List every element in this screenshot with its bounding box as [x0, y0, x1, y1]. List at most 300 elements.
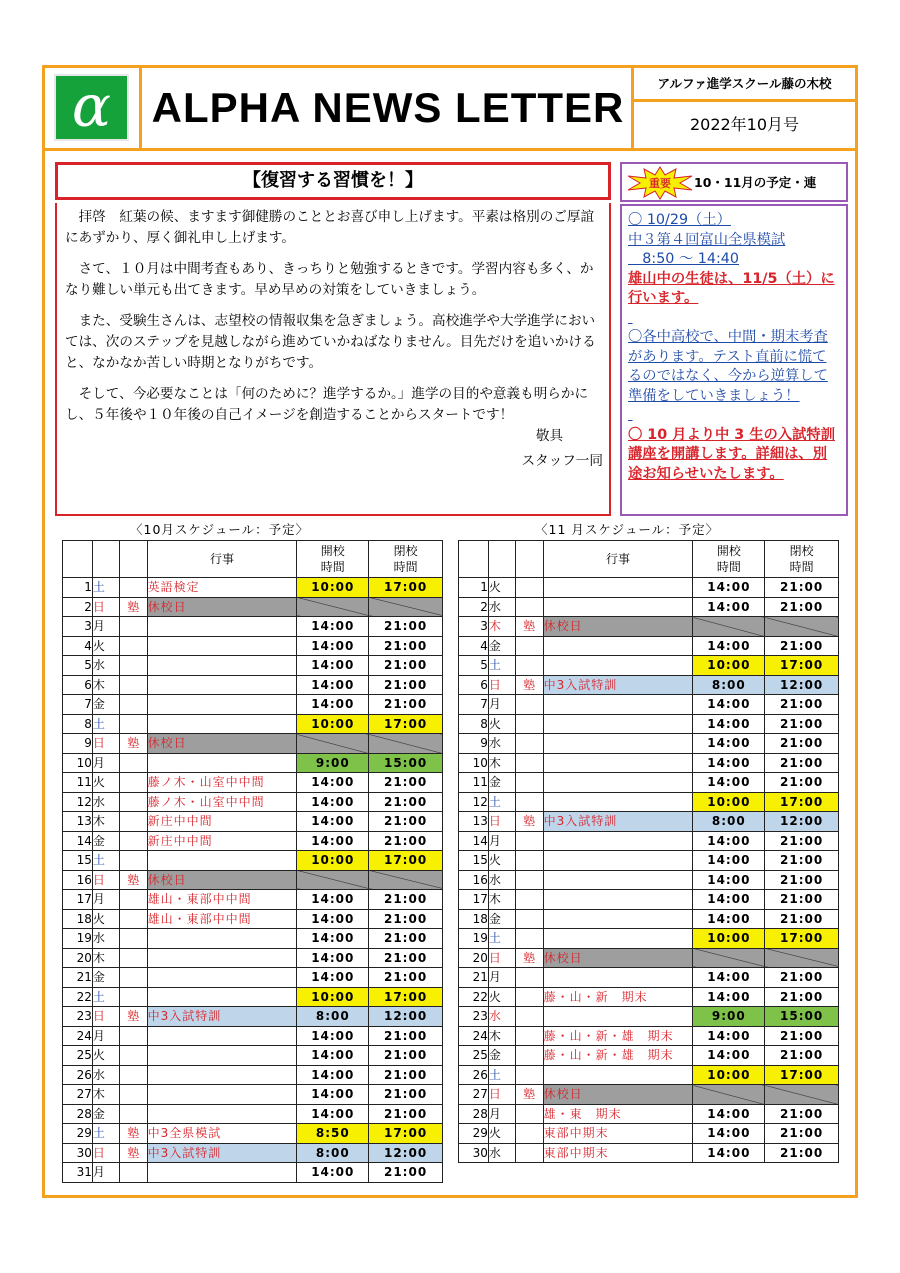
close-time-cell: 21:00	[369, 636, 443, 656]
school-mark-cell	[515, 1124, 543, 1144]
close-time-cell: 21:00	[369, 617, 443, 637]
table-row	[459, 656, 839, 676]
table-row	[459, 714, 839, 734]
open-time-cell: 10:00	[297, 714, 369, 734]
close-time-cell	[369, 734, 443, 754]
table-row	[63, 870, 443, 890]
school-mark-cell: 塾	[119, 1143, 147, 1163]
day-cell: 14	[459, 831, 489, 851]
column-header	[459, 541, 489, 578]
event-cell: 藤・山・新 期末	[543, 987, 693, 1007]
event-cell	[147, 617, 297, 637]
weekday-cell: 日	[92, 734, 119, 754]
close-time-cell: 17:00	[765, 656, 839, 676]
close-time-cell: 21:00	[369, 890, 443, 910]
table-row	[63, 812, 443, 832]
day-cell: 7	[63, 695, 93, 715]
day-cell: 13	[459, 812, 489, 832]
school-mark-cell	[119, 1046, 147, 1066]
weekday-cell: 日	[488, 948, 515, 968]
close-time-cell: 21:00	[765, 714, 839, 734]
close-time-cell	[765, 1085, 839, 1105]
table-row	[459, 1104, 839, 1124]
open-time-cell: 8:00	[693, 675, 765, 695]
table-row	[63, 929, 443, 949]
event-cell: 藤ノ木・山室中中間	[147, 792, 297, 812]
open-time-cell: 14:00	[693, 734, 765, 754]
open-time-cell: 14:00	[693, 753, 765, 773]
close-time-cell: 21:00	[765, 987, 839, 1007]
notice-line: 8:50 ～ 14:40	[628, 251, 739, 267]
close-time-cell: 21:00	[369, 1065, 443, 1085]
close-time-cell: 21:00	[369, 1163, 443, 1183]
day-cell: 9	[459, 734, 489, 754]
column-header	[63, 541, 93, 578]
event-cell	[543, 597, 693, 617]
event-cell	[147, 675, 297, 695]
school-mark-cell	[515, 909, 543, 929]
open-time-cell: 10:00	[297, 578, 369, 598]
open-time-cell: 14:00	[297, 890, 369, 910]
weekday-cell: 水	[92, 792, 119, 812]
day-cell: 21	[459, 968, 489, 988]
close-time-cell: 21:00	[765, 909, 839, 929]
close-time-cell: 21:00	[765, 636, 839, 656]
weekday-cell: 土	[92, 851, 119, 871]
weekday-cell: 火	[92, 909, 119, 929]
day-cell: 17	[63, 890, 93, 910]
day-cell: 21	[63, 968, 93, 988]
open-time-cell: 14:00	[297, 773, 369, 793]
event-cell	[543, 851, 693, 871]
school-mark-cell	[515, 1065, 543, 1085]
day-cell: 24	[459, 1026, 489, 1046]
table-row	[63, 1046, 443, 1066]
open-time-cell: 14:00	[297, 656, 369, 676]
open-time-cell: 8:00	[297, 1007, 369, 1027]
event-cell: 英語検定	[147, 578, 297, 598]
table-row	[459, 948, 839, 968]
event-cell	[543, 792, 693, 812]
table-row	[459, 734, 839, 754]
school-mark-cell	[119, 753, 147, 773]
weekday-cell: 月	[488, 695, 515, 715]
school-mark-cell	[515, 753, 543, 773]
weekday-cell: 金	[488, 636, 515, 656]
open-time-cell	[297, 870, 369, 890]
day-cell: 27	[63, 1085, 93, 1105]
event-cell	[147, 656, 297, 676]
weekday-cell: 日	[92, 1007, 119, 1027]
open-time-cell: 10:00	[693, 656, 765, 676]
event-cell: 休校日	[543, 1085, 693, 1105]
event-cell	[543, 714, 693, 734]
column-header: 閉校 時間	[765, 541, 839, 578]
event-cell: 藤・山・新・雄 期末	[543, 1026, 693, 1046]
day-cell: 22	[459, 987, 489, 1007]
day-cell: 19	[459, 929, 489, 949]
table-row	[63, 1163, 443, 1183]
weekday-cell: 日	[488, 675, 515, 695]
table-row	[459, 890, 839, 910]
open-time-cell	[297, 734, 369, 754]
school-mark-cell: 塾	[515, 948, 543, 968]
table-row	[63, 1143, 443, 1163]
day-cell: 11	[63, 773, 93, 793]
weekday-cell: 火	[92, 773, 119, 793]
alpha-logo: α	[54, 74, 129, 141]
table-row	[63, 636, 443, 656]
day-cell: 5	[63, 656, 93, 676]
table-row	[63, 792, 443, 812]
letter-closing: 敬具	[535, 428, 563, 444]
table-row	[63, 987, 443, 1007]
notice-line: 中３第４回富山全県模試	[628, 231, 786, 248]
table-row	[63, 695, 443, 715]
event-cell	[147, 1065, 297, 1085]
close-time-cell: 21:00	[369, 948, 443, 968]
event-cell	[147, 695, 297, 715]
day-cell: 2	[459, 597, 489, 617]
table-row	[459, 636, 839, 656]
event-cell	[543, 831, 693, 851]
event-cell: 休校日	[147, 734, 297, 754]
school-mark-cell	[119, 890, 147, 910]
weekday-cell: 月	[488, 1104, 515, 1124]
table-row	[459, 812, 839, 832]
school-mark-cell	[119, 636, 147, 656]
day-cell: 4	[63, 636, 93, 656]
event-cell	[147, 987, 297, 1007]
weekday-cell: 水	[92, 1065, 119, 1085]
open-time-cell: 14:00	[297, 675, 369, 695]
day-cell: 14	[63, 831, 93, 851]
close-time-cell: 21:00	[369, 929, 443, 949]
school-mark-cell	[515, 656, 543, 676]
open-time-cell: 14:00	[693, 831, 765, 851]
event-cell: 休校日	[543, 617, 693, 637]
open-time-cell: 14:00	[693, 890, 765, 910]
close-time-cell: 21:00	[765, 1026, 839, 1046]
table-row	[63, 968, 443, 988]
close-time-cell: 21:00	[369, 1104, 443, 1124]
school-mark-cell	[119, 695, 147, 715]
open-time-cell: 14:00	[297, 831, 369, 851]
day-cell: 28	[63, 1104, 93, 1124]
school-mark-cell	[515, 929, 543, 949]
event-cell: 雄山・東部中中間	[147, 890, 297, 910]
close-time-cell: 21:00	[369, 812, 443, 832]
event-cell	[147, 968, 297, 988]
event-cell: 東部中期末	[543, 1124, 693, 1144]
table-row	[63, 1104, 443, 1124]
table-row	[63, 714, 443, 734]
day-cell: 12	[459, 792, 489, 812]
table-row	[63, 675, 443, 695]
table-row	[459, 909, 839, 929]
weekday-cell: 月	[488, 831, 515, 851]
weekday-cell: 日	[92, 870, 119, 890]
weekday-cell: 火	[488, 1124, 515, 1144]
day-cell: 28	[459, 1104, 489, 1124]
open-time-cell: 14:00	[693, 773, 765, 793]
open-time-cell: 14:00	[693, 1046, 765, 1066]
open-time-cell: 14:00	[297, 695, 369, 715]
weekday-cell: 木	[488, 890, 515, 910]
day-cell: 20	[459, 948, 489, 968]
close-time-cell: 17:00	[369, 714, 443, 734]
open-time-cell: 8:50	[297, 1124, 369, 1144]
close-time-cell: 21:00	[369, 656, 443, 676]
day-cell: 8	[63, 714, 93, 734]
letter-title: 【復習する習慣を！】	[55, 162, 611, 200]
school-mark-cell	[119, 1085, 147, 1105]
weekday-cell: 月	[92, 1026, 119, 1046]
close-time-cell: 21:00	[369, 968, 443, 988]
important-star-icon	[626, 166, 694, 200]
open-time-cell: 14:00	[693, 597, 765, 617]
column-header	[119, 541, 147, 578]
event-cell	[147, 1085, 297, 1105]
school-mark-cell: 塾	[515, 617, 543, 637]
open-time-cell: 10:00	[297, 987, 369, 1007]
table-row	[63, 1026, 443, 1046]
school-mark-cell	[515, 1143, 543, 1163]
school-mark-cell	[119, 773, 147, 793]
close-time-cell: 17:00	[765, 792, 839, 812]
notice-line: 〇 10 月より中 3 生の入試特訓講座を開講します。詳細は、別途お知らせいたします。	[628, 426, 836, 482]
table-row	[63, 851, 443, 871]
close-time-cell: 21:00	[765, 578, 839, 598]
table-row	[459, 987, 839, 1007]
close-time-cell: 21:00	[765, 1124, 839, 1144]
weekday-cell: 月	[92, 1163, 119, 1183]
table-row	[63, 1124, 443, 1144]
table-row	[459, 870, 839, 890]
weekday-cell: 水	[488, 870, 515, 890]
event-cell	[543, 578, 693, 598]
open-time-cell: 14:00	[693, 636, 765, 656]
weekday-cell: 水	[488, 734, 515, 754]
table-row	[459, 695, 839, 715]
weekday-cell: 水	[92, 929, 119, 949]
open-time-cell	[693, 1085, 765, 1105]
day-cell: 15	[63, 851, 93, 871]
open-time-cell: 10:00	[693, 792, 765, 812]
letter-paragraph: 拝啓 紅葉の候、ますます御健勝のこととお喜び申し上げます。平素は格別のご厚誼にあずかり、厚く御礼申し上げます。	[65, 209, 595, 246]
day-cell: 3	[63, 617, 93, 637]
day-cell: 23	[459, 1007, 489, 1027]
close-time-cell: 21:00	[765, 968, 839, 988]
day-cell: 10	[63, 753, 93, 773]
open-time-cell: 14:00	[693, 695, 765, 715]
day-cell: 2	[63, 597, 93, 617]
event-cell: 新庄中中間	[147, 831, 297, 851]
day-cell: 18	[459, 909, 489, 929]
open-time-cell: 14:00	[297, 636, 369, 656]
school-mark-cell	[515, 890, 543, 910]
day-cell: 19	[63, 929, 93, 949]
close-time-cell: 12:00	[369, 1143, 443, 1163]
open-time-cell: 14:00	[297, 1046, 369, 1066]
table-row	[63, 753, 443, 773]
column-header	[488, 541, 515, 578]
school-mark-cell	[119, 968, 147, 988]
open-time-cell: 14:00	[297, 617, 369, 637]
weekday-cell: 日	[488, 1085, 515, 1105]
open-time-cell: 14:00	[693, 714, 765, 734]
event-cell	[147, 753, 297, 773]
weekday-cell: 水	[488, 597, 515, 617]
weekday-cell: 土	[92, 714, 119, 734]
open-time-cell	[297, 597, 369, 617]
school-mark-cell	[515, 792, 543, 812]
table-row	[63, 617, 443, 637]
open-time-cell: 9:00	[297, 753, 369, 773]
weekday-cell: 木	[92, 1085, 119, 1105]
weekday-cell: 木	[488, 753, 515, 773]
november-schedule-table	[458, 540, 839, 1163]
weekday-cell: 月	[488, 968, 515, 988]
open-time-cell: 10:00	[297, 851, 369, 871]
weekday-cell: 月	[92, 890, 119, 910]
event-cell: 藤ノ木・山室中中間	[147, 773, 297, 793]
letter-paragraph: そして、今必要なことは「何のために？進学するか。」進学の目的や意義も明らかにし、５年後や１０年後の自己イメージを創造することからスタートです！	[65, 386, 589, 423]
day-cell: 11	[459, 773, 489, 793]
open-time-cell: 14:00	[297, 929, 369, 949]
october-caption: 〈10月スケジュール：予定〉	[130, 522, 310, 537]
table-row	[459, 929, 839, 949]
close-time-cell: 21:00	[369, 792, 443, 812]
close-time-cell: 21:00	[765, 773, 839, 793]
close-time-cell: 17:00	[369, 851, 443, 871]
close-time-cell: 21:00	[369, 831, 443, 851]
event-cell	[543, 1007, 693, 1027]
open-time-cell: 14:00	[693, 578, 765, 598]
day-cell: 1	[63, 578, 93, 598]
school-mark-cell	[119, 1065, 147, 1085]
column-header: 行事	[147, 541, 297, 578]
letter-paragraph: また、受験生さんは、志望校の情報収集を急ぎましょう。高校進学や大学進学においては、次のステップを見越しながら進めていかねばなりません。目先だけを追いかけると、なかなか苦しい時期となりがちです。	[65, 313, 596, 371]
day-cell: 17	[459, 890, 489, 910]
close-time-cell: 17:00	[369, 1124, 443, 1144]
event-cell	[147, 1026, 297, 1046]
day-cell: 4	[459, 636, 489, 656]
open-time-cell: 14:00	[297, 792, 369, 812]
day-cell: 5	[459, 656, 489, 676]
event-cell	[147, 1104, 297, 1124]
notice-heading: 10・11月の予定・連	[694, 175, 817, 190]
notice-line: 〇 10/29（土）	[628, 212, 731, 228]
school-mark-cell	[515, 1026, 543, 1046]
weekday-cell: 金	[92, 831, 119, 851]
table-row	[63, 1085, 443, 1105]
close-time-cell	[765, 617, 839, 637]
open-time-cell: 14:00	[297, 909, 369, 929]
close-time-cell: 17:00	[765, 1065, 839, 1085]
event-cell	[543, 773, 693, 793]
weekday-cell: 日	[92, 1143, 119, 1163]
weekday-cell: 木	[488, 1026, 515, 1046]
school-mark-cell	[515, 714, 543, 734]
close-time-cell: 15:00	[765, 1007, 839, 1027]
school-mark-cell	[119, 1026, 147, 1046]
day-cell: 15	[459, 851, 489, 871]
day-cell: 3	[459, 617, 489, 637]
event-cell: 中3入試特訓	[543, 812, 693, 832]
event-cell	[147, 714, 297, 734]
open-time-cell: 14:00	[693, 870, 765, 890]
day-cell: 22	[63, 987, 93, 1007]
open-time-cell: 8:00	[297, 1143, 369, 1163]
day-cell: 8	[459, 714, 489, 734]
school-mark-cell: 塾	[119, 870, 147, 890]
event-cell: 休校日	[543, 948, 693, 968]
table-row	[63, 656, 443, 676]
weekday-cell: 金	[92, 695, 119, 715]
open-time-cell: 14:00	[297, 1104, 369, 1124]
open-time-cell: 14:00	[297, 812, 369, 832]
table-row	[63, 734, 443, 754]
event-cell	[543, 695, 693, 715]
day-cell: 7	[459, 695, 489, 715]
table-row	[459, 597, 839, 617]
event-cell	[147, 1046, 297, 1066]
day-cell: 31	[63, 1163, 93, 1183]
school-mark-cell	[119, 909, 147, 929]
school-mark-cell	[119, 675, 147, 695]
notice-line: 〇各中高校で、中間・期末考査があります。テスト直前に慌てるのではなく、今から逆算して準備をしていきましょう！	[628, 329, 828, 404]
open-time-cell: 14:00	[693, 1026, 765, 1046]
school-mark-cell	[119, 929, 147, 949]
close-time-cell: 17:00	[765, 929, 839, 949]
november-caption: 〈11 月スケジュール：予定〉	[535, 522, 720, 537]
open-time-cell: 14:00	[297, 1163, 369, 1183]
school-mark-cell	[119, 948, 147, 968]
day-cell: 29	[63, 1124, 93, 1144]
weekday-cell: 木	[92, 675, 119, 695]
event-cell	[543, 870, 693, 890]
weekday-cell: 金	[92, 1104, 119, 1124]
weekday-cell: 土	[488, 1065, 515, 1085]
school-mark-cell	[119, 987, 147, 1007]
notice-line	[628, 309, 840, 329]
issue-date: 2022年10月号	[689, 115, 800, 134]
event-cell	[147, 1163, 297, 1183]
school-mark-cell	[119, 1104, 147, 1124]
event-cell	[543, 909, 693, 929]
day-cell: 6	[63, 675, 93, 695]
close-time-cell: 12:00	[369, 1007, 443, 1027]
table-row	[459, 753, 839, 773]
day-cell: 25	[63, 1046, 93, 1066]
school-mark-cell	[515, 870, 543, 890]
close-time-cell: 21:00	[765, 1046, 839, 1066]
table-row	[63, 597, 443, 617]
day-cell: 24	[63, 1026, 93, 1046]
close-time-cell: 21:00	[765, 695, 839, 715]
open-time-cell: 14:00	[693, 1143, 765, 1163]
event-cell: 東部中期末	[543, 1143, 693, 1163]
day-cell: 13	[63, 812, 93, 832]
table-row	[459, 831, 839, 851]
day-cell: 10	[459, 753, 489, 773]
open-time-cell: 14:00	[693, 1104, 765, 1124]
weekday-cell: 火	[488, 714, 515, 734]
table-row	[63, 831, 443, 851]
day-cell: 30	[63, 1143, 93, 1163]
table-row	[459, 968, 839, 988]
